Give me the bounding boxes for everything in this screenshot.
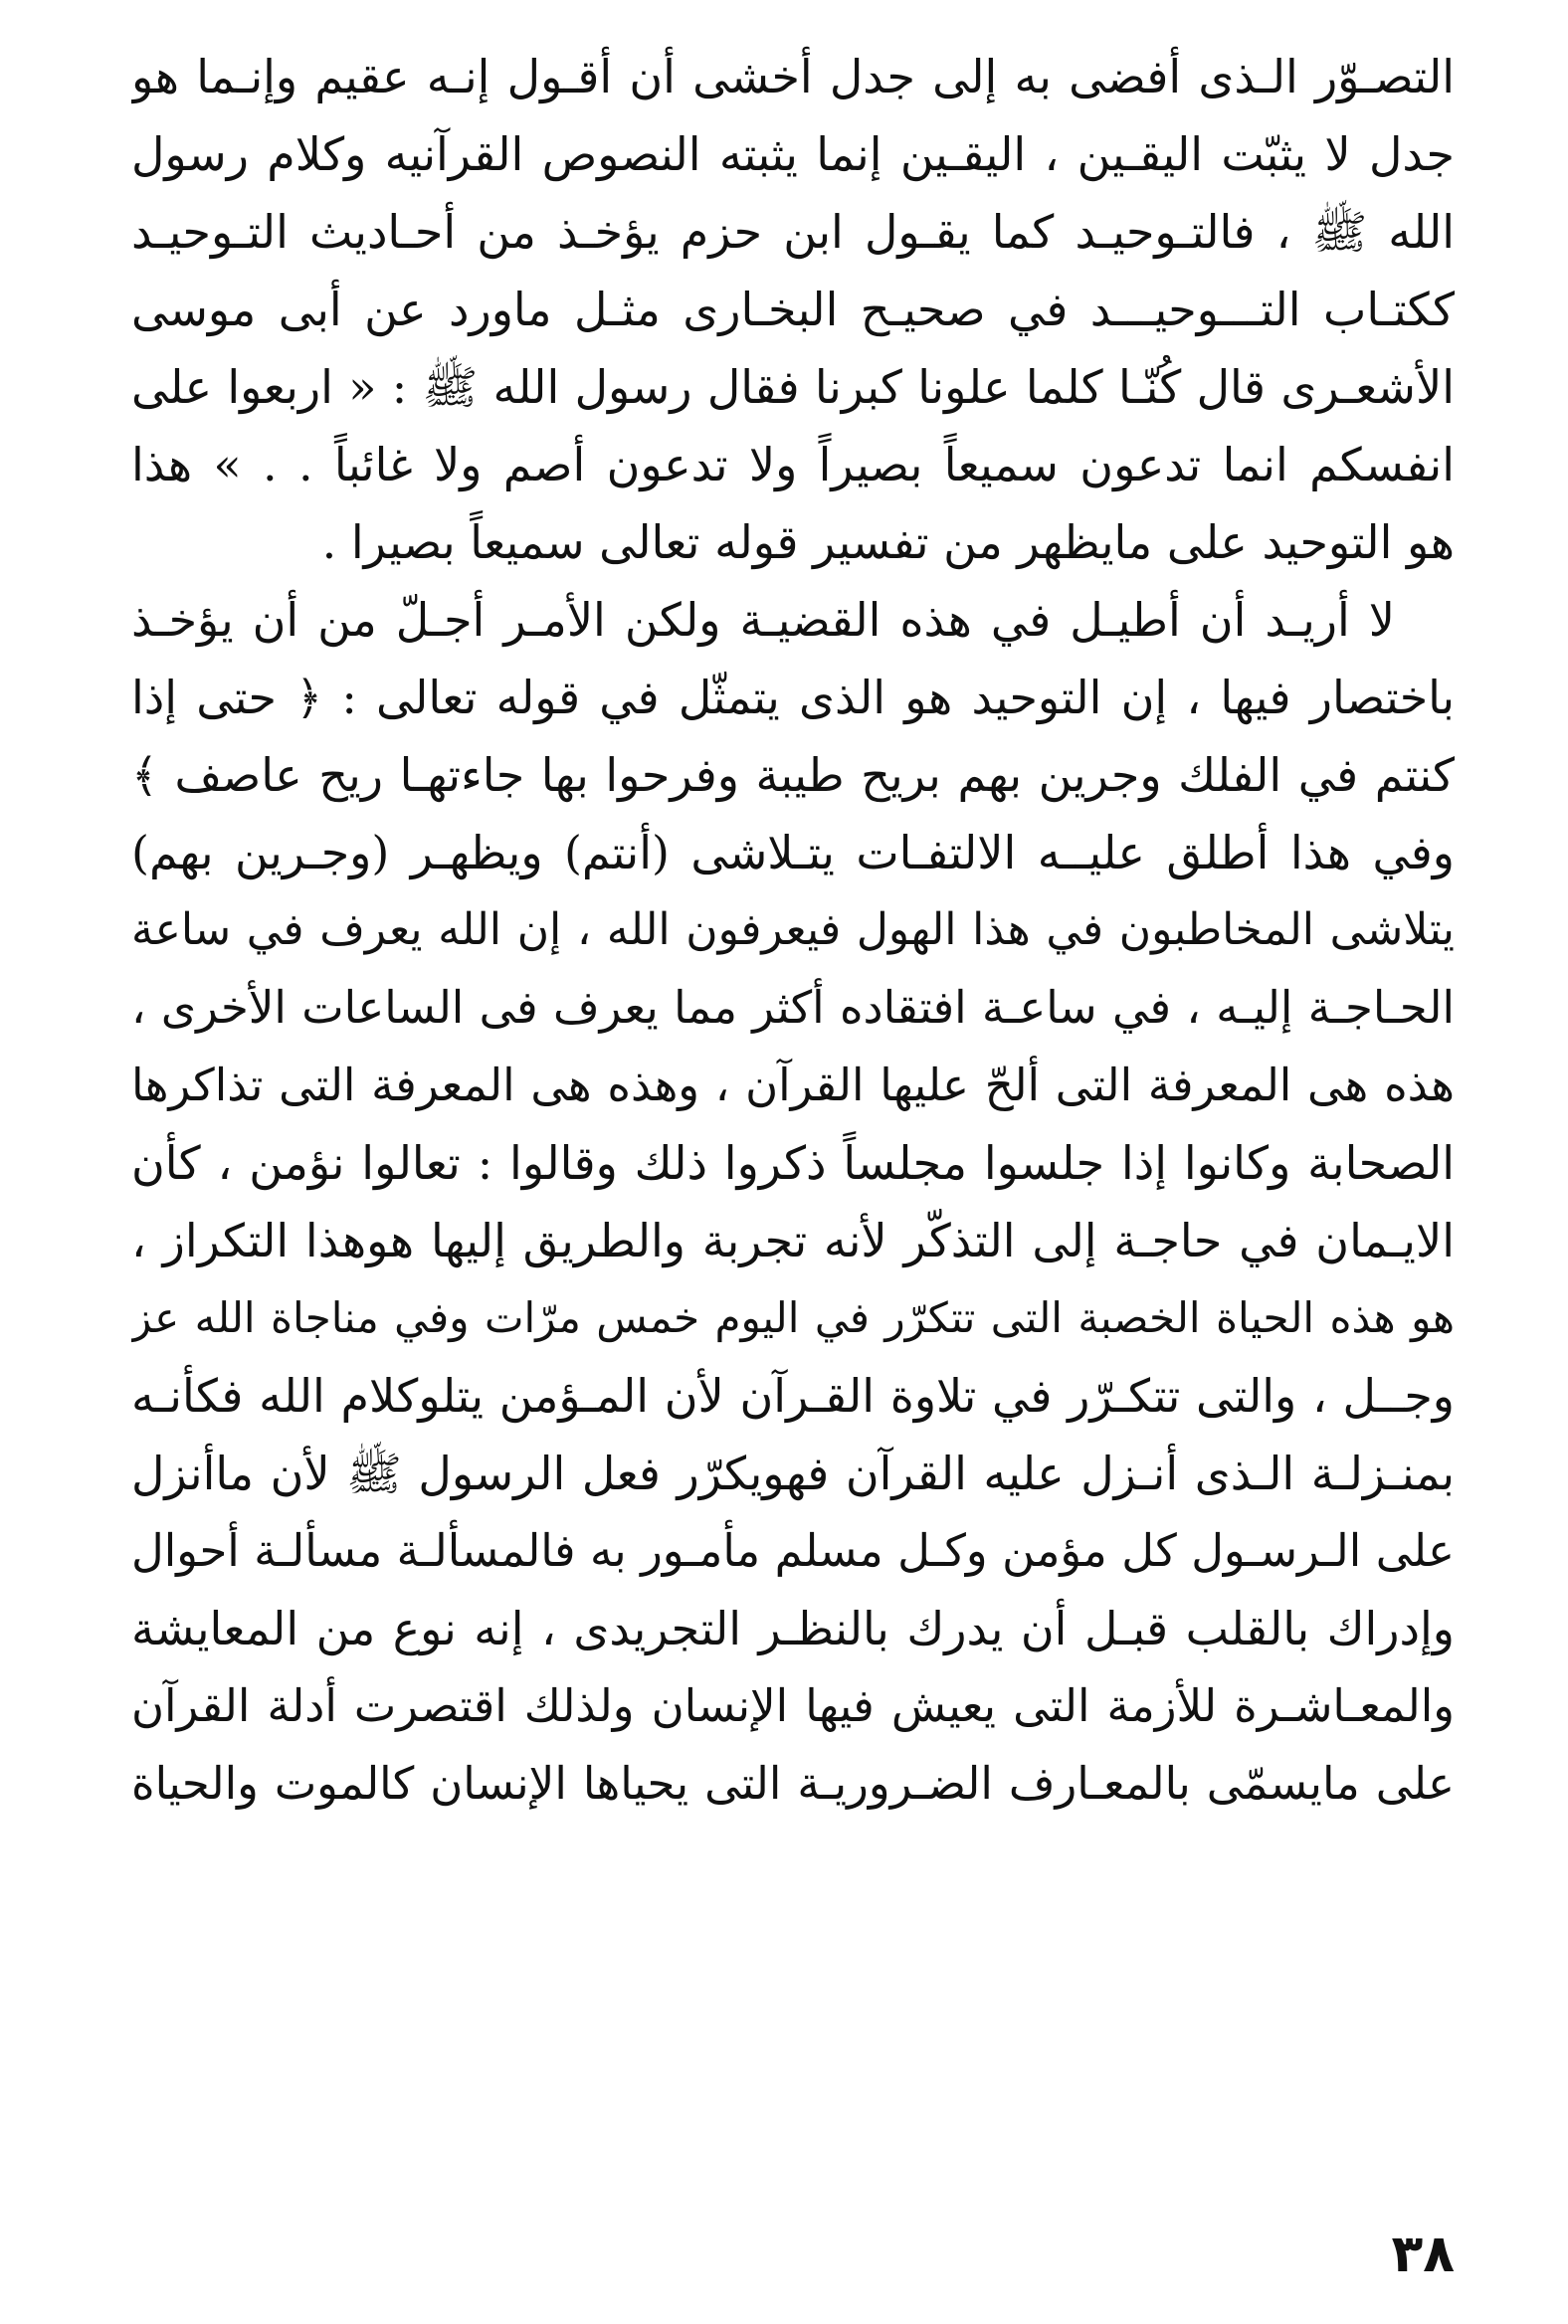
text-line: يتلاشى المخاطبون في هذا الهول فيعرفون الله ، إن الله يعرف في ساعة	[131, 904, 1455, 955]
text-line: الله ﷺ ، فالتـوحيـد كما يقـول ابن حزم يؤخـذ من أحـاديث التـوحيـد	[131, 205, 1455, 259]
body-text	[131, 38, 1455, 1823]
text-line: باختصار فيها ، إن التوحيد هو الذى يتمثّل في قوله تعالى : ﴿ حتى إذا	[131, 671, 1455, 724]
text-line: كنتم في الفلك وجرين بهم بريح طيبة وفرحوا بها جاءتهـا ريح عاصف ﴾	[131, 748, 1455, 802]
text-line: وإدراك بالقلب قبـل أن يدرك بالنظـر التجريدى ، إنه نوع من المعايشة	[131, 1602, 1455, 1655]
text-line: لا أريـد أن أطيـل في هذه القضيـة ولكن الأمـر أجـلّ من أن يؤخـذ	[131, 593, 1395, 647]
page-number: ٣٨	[1391, 2225, 1455, 2284]
text-line: هذه هى المعرفة التى ألحّ عليها القرآن ، وهذه هى المعرفة التى تذاكرها	[131, 1059, 1455, 1111]
text-line: بمنـزلـة الـذى أنـزل عليه القرآن فهويكرّر فعل الرسول ﷺ لأن ماأنزل	[131, 1447, 1455, 1500]
text-line: التصـوّر الـذى أفضى به إلى جدل أخشى أن أقـول إنـه عقيم وإنـما هو	[131, 50, 1455, 103]
text-line: الحـاجـة إليـه ، في ساعـة افتقاده أكثر مما يعرف فى الساعات الأخرى ،	[131, 981, 1455, 1034]
text-line: الأشعـرى قال كُنّـا كلما علونا كبرنا فقال رسول الله ﷺ : « اربعوا على	[131, 360, 1455, 414]
text-line: والمعـاشـرة للأزمة التى يعيش فيها الإنسان ولذلك اقتصرت أدلة القرآن	[131, 1679, 1455, 1732]
text-line: وفي هذا أطلق عليــه الالتفـات يتـلاشى (أنتم) ويظهـر (وجـرين بهم)	[131, 826, 1455, 879]
text-line: انفسكم انما تدعون سميعاً بصيراً ولا تدعون أصم ولا غائباً . . » هذا	[131, 438, 1455, 491]
text-line: وجــل ، والتى تتكـرّر في تلاوة القـرآن لأن المـؤمن يتلوكلام الله فكأنـه	[131, 1369, 1455, 1423]
text-line: هو هذه الحياة الخصبة التى تتكرّر في اليوم خمس مرّات وفي مناجاة الله عز	[131, 1293, 1455, 1342]
text-line: جدل لا يثبّت اليقـين ، اليقـين إنما يثبته النصوص القرآنيه وكلام رسول	[131, 127, 1455, 181]
text-line: على مايسمّى بالمعـارف الضـروريـة التى يحياها الإنسان كالموت والحياة	[131, 1757, 1455, 1810]
text-line: هو التوحيد على مايظهر من تفسير قوله تعالى سميعاً بصيرا .	[321, 515, 1455, 569]
text-line: الايـمان في حاجـة إلى التذكّر لأنه تجربة والطريق إليها هوهذا التكراز ،	[131, 1214, 1455, 1267]
text-line: الصحابة وكانوا إذا جلسوا مجلساً ذكروا ذلك وقالوا : تعالوا نؤمن ، كأن	[131, 1136, 1455, 1190]
text-line: ككتـاب التـــوحيـــد في صحيـح البخـارى مثـل ماورد عن أبى موسى	[131, 283, 1455, 336]
text-line: على الـرسـول كل مؤمن وكـل مسلم مأمـور به فالمسألـة مسألـة أحوال	[131, 1524, 1455, 1577]
